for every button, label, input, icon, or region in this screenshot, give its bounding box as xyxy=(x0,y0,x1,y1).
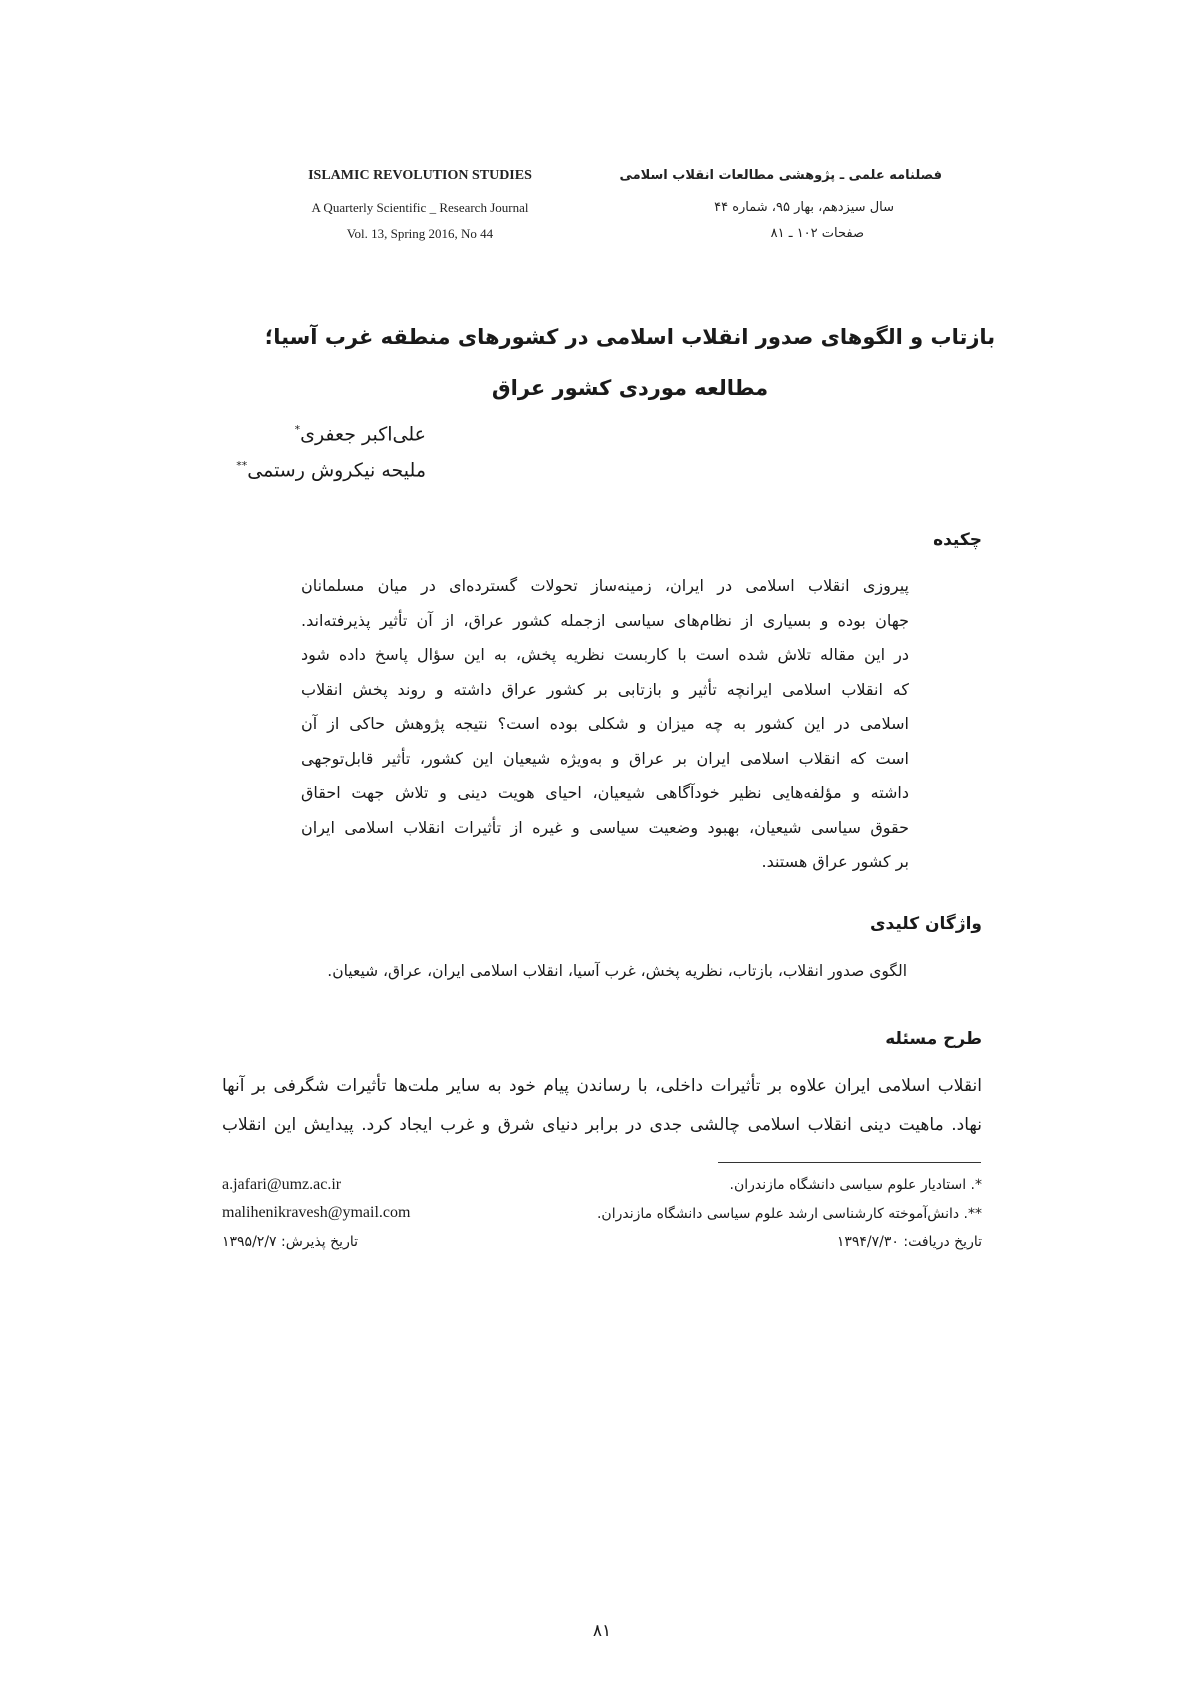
abstract-line: بر کشور عراق هستند. xyxy=(761,852,909,871)
keywords-heading: واژگان کلیدی xyxy=(869,914,982,934)
author-1-mark: * xyxy=(294,423,301,436)
keywords-text: الگوی صدور انقلاب، بازتاب، نظریه پخش، غرب آسیا، انقلاب اسلامی ایران، عراق، شیعیان. xyxy=(327,962,907,980)
footnote-author-1: *. استادیار علوم سیاسی دانشگاه مازندران. xyxy=(729,1177,982,1193)
abstract-body xyxy=(301,569,909,880)
body-line: نهاد. ماهیت دینی انقلاب اسلامی چالشی جدی در برابر دنیای شرق و غرب ایجاد کرد. پیدایش این انقلاب xyxy=(222,1115,982,1135)
problem-heading: طرح مسئله xyxy=(885,1029,982,1049)
article-title-line-1: بازتاب و الگوهای صدور انقلاب اسلامی در کشورهای منطقه غرب آسیا؛ xyxy=(264,325,996,349)
abstract-line: حقوق سیاسی شیعیان، بهبود وضعیت سیاسی و غیره از تأثیرات انقلاب اسلامی ایران xyxy=(301,817,909,837)
journal-volume-english: Vol. 13, Spring 2016, No 44 xyxy=(346,226,494,241)
author-1-name: علی‌اکبر جعفری xyxy=(300,423,426,446)
journal-subtitle-english: A Quarterly Scientific _ Research Journal xyxy=(311,200,529,215)
journal-name-persian: فصلنامه علمی ـ پژوهشی مطالعات انقلاب اسلامی xyxy=(619,168,942,183)
abstract-heading: چکیده xyxy=(933,530,982,550)
accepted-date: تاریخ پذیرش: ۱۳۹۵/۲/۷ xyxy=(222,1234,358,1250)
journal-name-english: ISLAMIC REVOLUTION STUDIES xyxy=(308,168,532,183)
abstract-line: داشته و مؤلفه‌هایی نظیر خودآگاهی شیعیان، احیای هویت دینی و تلاش جهت احقاق xyxy=(301,783,909,802)
page-number: ۸۱ xyxy=(592,1621,612,1641)
journal-pages-persian: صفحات ۱۰۲ ـ ۸۱ xyxy=(770,226,864,241)
author-1-email: a.jafari@umz.ac.ir xyxy=(222,1176,342,1193)
body-line: انقلاب اسلامی ایران علاوه بر تأثیرات داخلی، با رساندن پیام خود به سایر ملت‌ها تأثیرات شگرفی بر آنها xyxy=(222,1076,982,1096)
author-2-name: ملیحه نیکروش رستمی xyxy=(247,459,426,482)
abstract-line: جهان بوده و بسیاری از نظام‌های سیاسی ازجمله کشور عراق، از آن تأثیر پذیرفته‌اند. xyxy=(301,610,909,630)
article-title-line-2: مطالعه موردی کشور عراق xyxy=(491,376,769,400)
author-2-mark: ** xyxy=(236,459,248,472)
footnote-divider xyxy=(718,1162,981,1163)
abstract-line: است که انقلاب اسلامی ایران بر عراق و به‌ویژه شیعیان این کشور، تأثیر قابل‌توجهی xyxy=(301,748,909,768)
author-2-email: malihenikravesh@ymail.com xyxy=(222,1204,411,1221)
abstract-line: در این مقاله تلاش شده است با کاربست نظریه پخش، به این سؤال پاسخ داده شود xyxy=(301,645,909,664)
abstract-line: که انقلاب اسلامی ایرانچه تأثیر و بازتابی بر کشور عراق داشته و روند پخش انقلاب xyxy=(301,679,909,699)
author-2 xyxy=(126,459,426,481)
abstract-line: پیروزی انقلاب اسلامی در ایران، زمینه‌ساز تحولات گسترده‌ای در میان مسلمانان xyxy=(301,576,909,595)
footnote-author-2: **. دانش‌آموخته کارشناسی ارشد علوم سیاسی دانشگاه مازندران. xyxy=(596,1206,982,1222)
journal-volume-persian: سال سیزدهم، بهار ۹۵، شماره ۴۴ xyxy=(714,200,894,215)
received-date: تاریخ دریافت: ۱۳۹۴/۷/۳۰ xyxy=(836,1234,982,1250)
author-1 xyxy=(126,423,426,445)
abstract-line: اسلامی در این کشور به چه میزان و شکلی بوده است؟ نتیجه پژوهش حاکی از آن xyxy=(301,714,909,733)
